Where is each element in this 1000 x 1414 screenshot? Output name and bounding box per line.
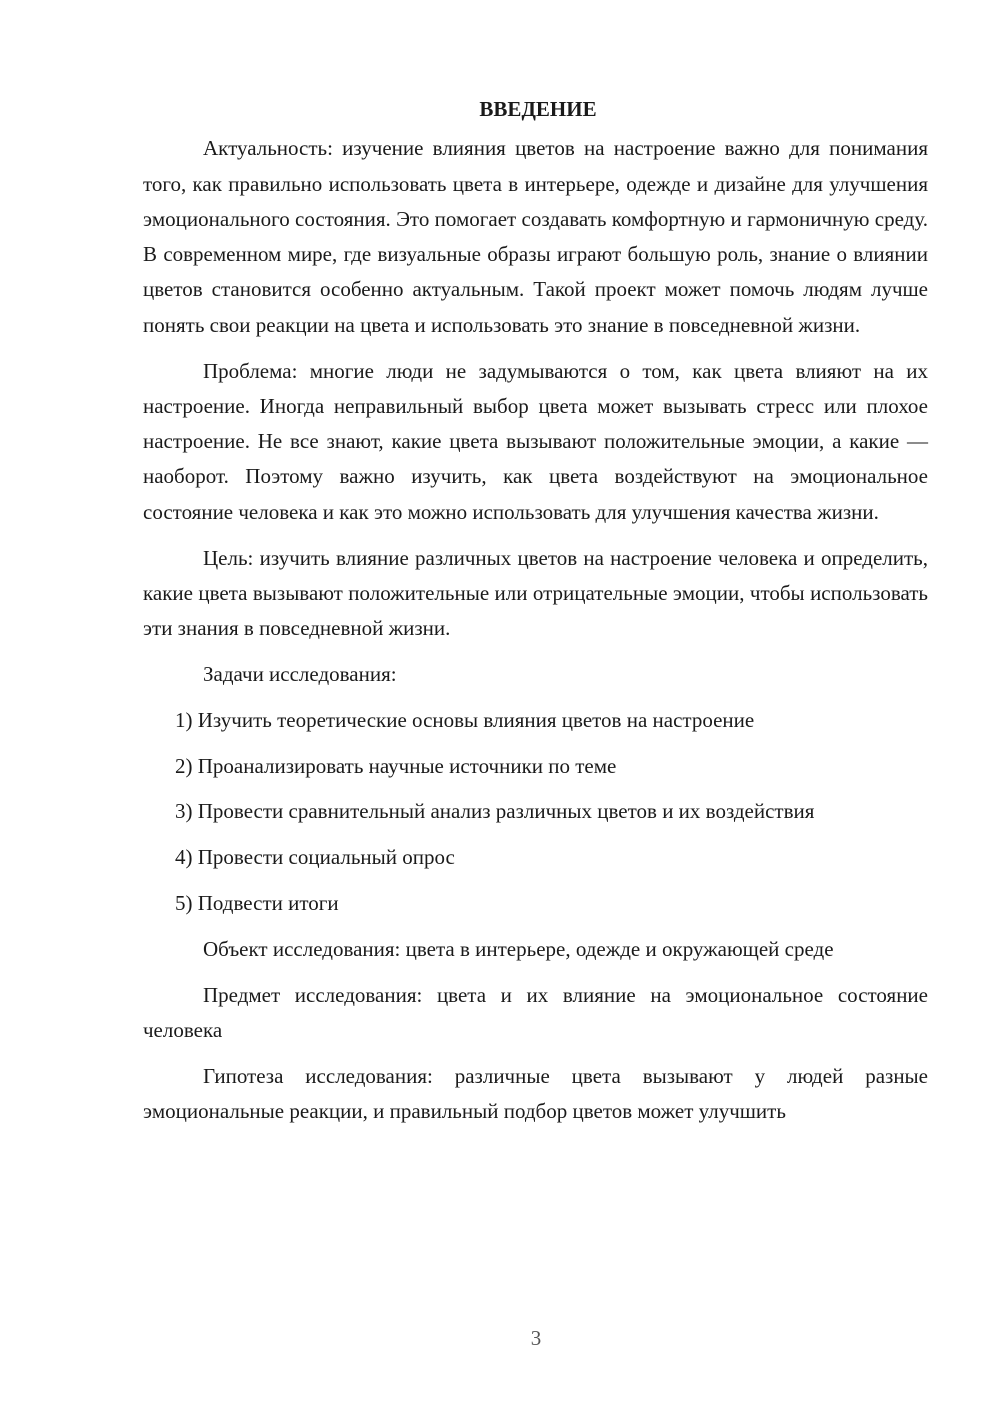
paragraph-subject: Предмет исследования: цвета и их влияние на эмоциональное состояние человека [143,982,928,1042]
task-item-2: 2) Проанализировать научные источники по теме [175,753,617,778]
task-item-1: 1) Изучить теоретические основы влияния цветов на настроение [175,707,755,732]
page-number: 3 [530,1326,542,1350]
task-item-5: 5) Подвести итоги [175,890,339,915]
task-item-3: 3) Провести сравнительный анализ различных цветов и их воздействия [175,799,815,824]
paragraph-hypothesis: Гипотеза исследования: различные цвета вызывают у людей разные эмоциональные реакции, и правильный подбор цветов может улучшить [143,1063,928,1123]
tasks-heading: Задачи исследования: [203,661,397,686]
paragraph-problem: Проблема: многие люди не задумываются о том, как цвета влияют на их настроение. Иногда неправильный выбор цвета может вызывать стресс или плохое настроение. Не все знают, какие цвета вызывают положительные эмоции, а какие — наоборот. Поэтому важно изучить, как цвета воздействуют на эмоциональное состояние человека и как это можно использовать для улучшения качества жизни. [143,358,928,524]
paragraph-object: Объект исследования: цвета в интерьере, одежде и окружающей среде [203,936,834,961]
document-page [143,92,928,1140]
paragraph-goal: Цель: изучить влияние различных цветов на настроение человека и определить, какие цвета вызывают положительные или отрицательные эмоции, чтобы использовать эти знания в повседневной жизни. [143,545,928,641]
task-item-4: 4) Провести социальный опрос [175,845,455,870]
paragraph-relevance: Актуальность: изучение влияния цветов на настроение важно для понимания того, как правильно использовать цвета в интерьере, одежде и дизайне для улучшения эмоционального состояния. Это помогает создавать комфортную и гармоничную среду. В современном мире, где визуальные образы играют большую роль, знание о влиянии цветов становится особенно актуальным. Такой проект может помочь людям лучше понять свои реакции на цвета и использовать это знание в повседневной жизни. [143,136,928,337]
section-title: ВВЕДЕНИЕ [479,97,597,121]
